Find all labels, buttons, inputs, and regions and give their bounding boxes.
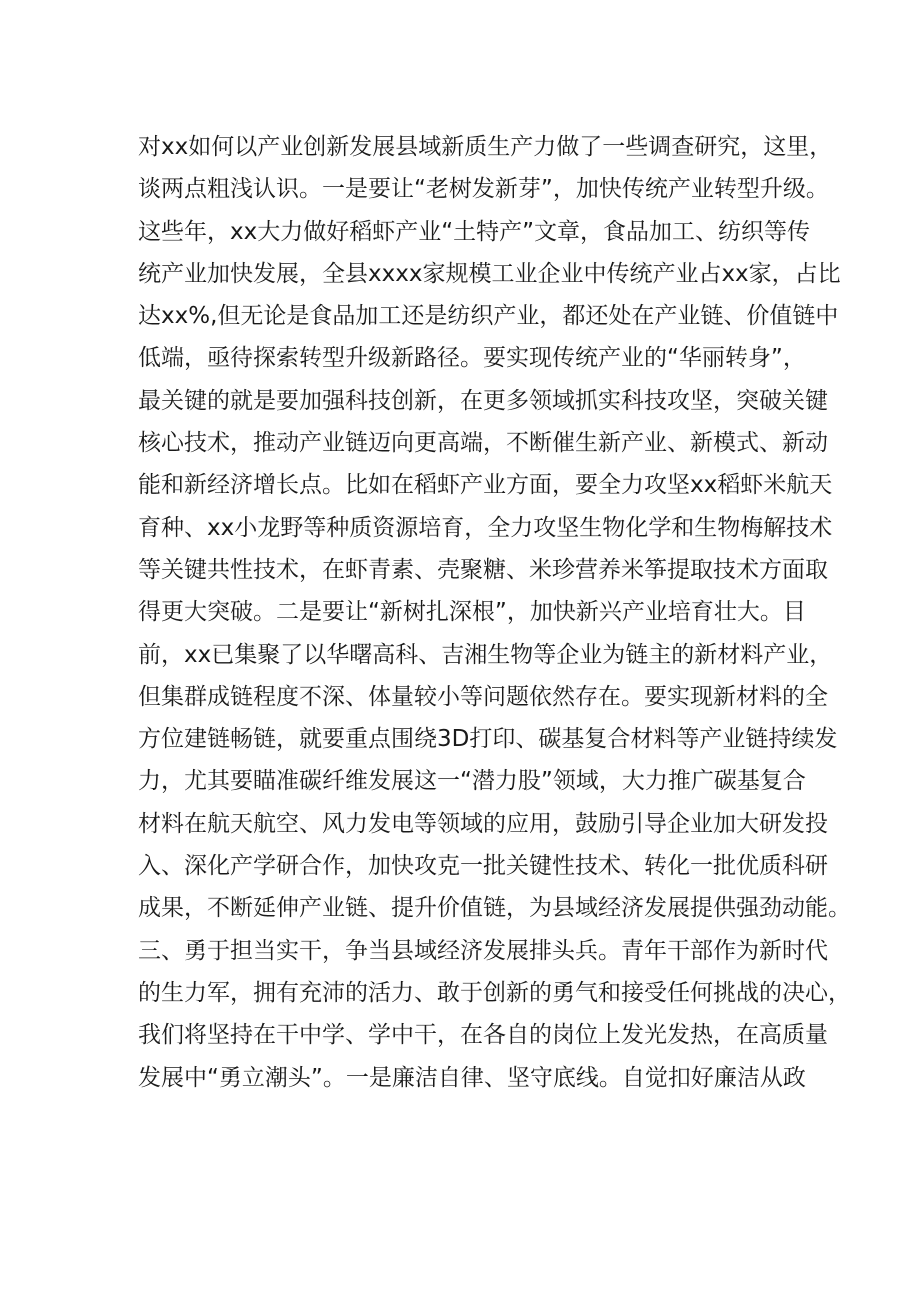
text-line: 核心技术，推动产业链迈向更高端，不断催生新产业、新模式、新动 [138, 430, 828, 457]
text-line: 我们将坚持在干中学、学中干，在各自的岗位上发光发热，在高质量 [138, 1022, 828, 1049]
text-line: 入、深化产学研合作，加快攻克一批关键性技术、转化一批优质科研 [138, 853, 828, 880]
text-line: 育种、xx小龙野等种质资源培育，全力攻坚生物化学和生物梅解技术 [138, 514, 833, 541]
text-line: 得更大突破。二是要让“新树扎深根”，加快新兴产业培育壮大。目 [138, 599, 806, 626]
text-line: 发展中“勇立潮头”。一是廉洁自律、坚守底线。自觉扣好廉洁从政 [138, 1064, 806, 1091]
text-line: 达xx%,但无论是食品加工还是纺织产业，都还处在产业链、价值链中 [138, 303, 839, 330]
text-line: 方位建链畅链，就要重点围绕3D打印、碳基复合材料等产业链持续发 [138, 726, 838, 753]
text-line: 低端，亟待探索转型升级新路径。要实现传统产业的“华丽转身”， [138, 345, 806, 372]
text-line: 统产业加快发展，全县xxxx家规模工业企业中传统产业占xx家，占比 [138, 260, 841, 287]
text-line: 这些年，xx大力做好稻虾产业“土特产”文章，食品加工、纺织等传 [138, 218, 811, 245]
text-line: 能和新经济增长点。比如在稻虾产业方面，要全力攻坚xx稻虾米航天 [138, 472, 833, 499]
text-line: 对xx如何以产业创新发展县域新质生产力做了一些调查研究，这里， [138, 134, 833, 160]
body-text [138, 126, 851, 1099]
text-line: 前，xx已集聚了以华曙高科、吉湘生物等企业为链主的新材料产业， [138, 641, 833, 668]
text-line: 的生力军，拥有充沛的活力、敢于创新的勇气和接受任何挑战的决心， [138, 979, 851, 1006]
text-line: 材料在航天航空、风力发电等领域的应用，鼓励引导企业加大研发投 [138, 810, 828, 837]
text-line: 谈两点粗浅认识。一是要让“老树发新芽”，加快传统产业转型升级。 [138, 176, 829, 203]
text-line: 最关键的就是要加强科技创新，在更多领域抓实科技攻坚，突破关键 [138, 387, 828, 414]
text-line: 等关键共性技术，在虾青素、壳聚糖、米珍营养米筝提取技术方面取 [138, 556, 828, 583]
text-line: 三、勇于担当实干，争当县域经济发展排头兵。青年干部作为新时代 [138, 937, 828, 964]
text-line: 力，尤其要瞄准碳纤维发展这一“潜力股”领域，大力推广碳基复合 [138, 768, 806, 795]
text-line: 成果，不断延伸产业链、提升价值链，为县域经济发展提供强劲动能。 [138, 895, 851, 922]
text-line: 但集群成链程度不深、体量较小等问题依然存在。要实现新材料的全 [138, 683, 828, 710]
